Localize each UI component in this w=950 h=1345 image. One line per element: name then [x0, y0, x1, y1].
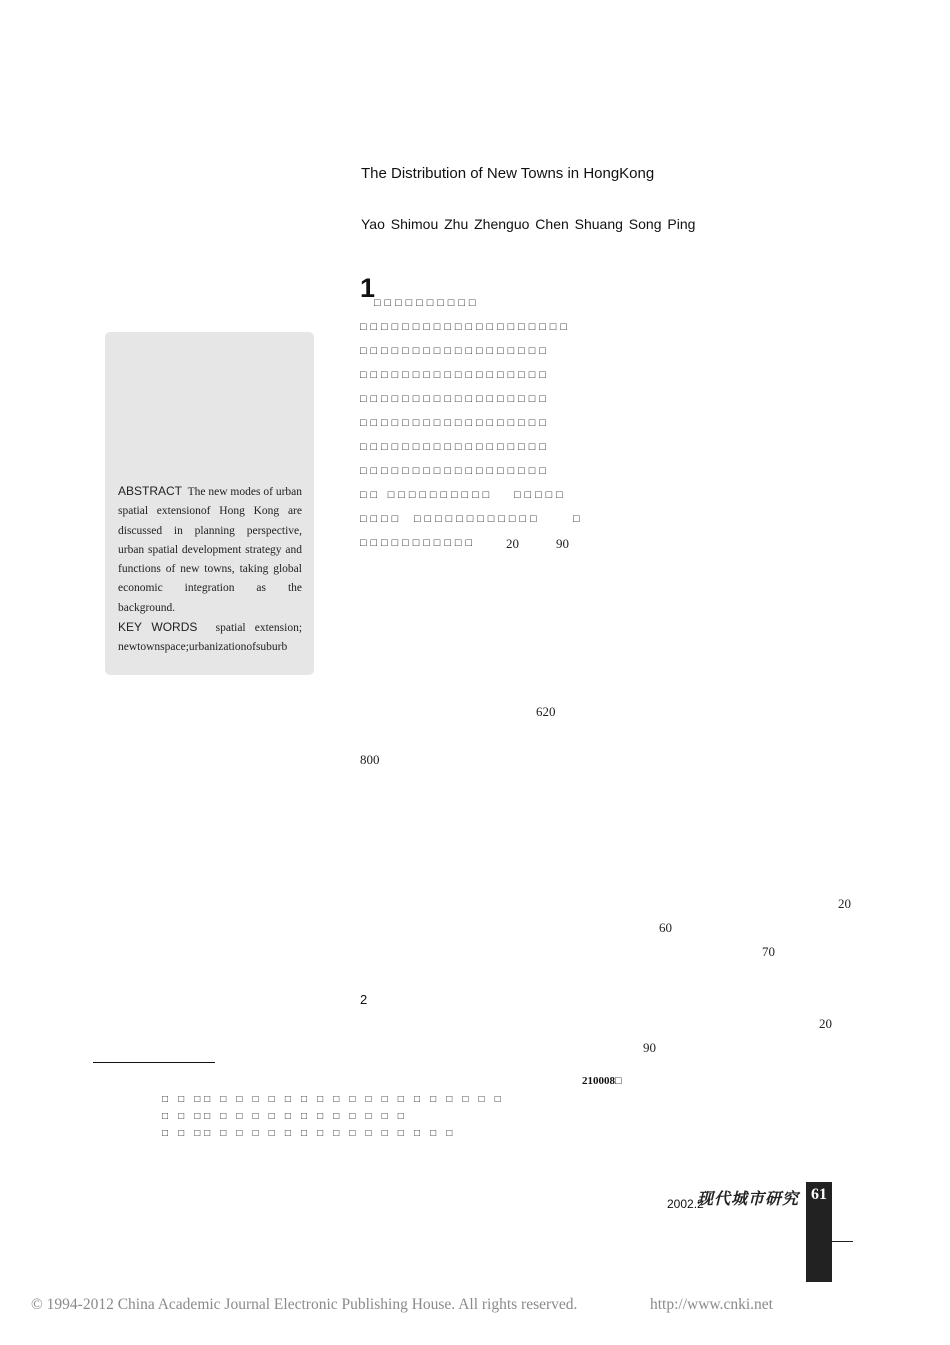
- journal-logo: 现代城市研究: [697, 1191, 800, 1208]
- section-1-line: □□□□□□□□□□□□□□□□□□: [360, 465, 550, 477]
- article-authors: Yao Shimou Zhu Zhenguo Chen Shuang Song Ping: [361, 216, 696, 232]
- section-1-line: □□□□: [360, 513, 403, 525]
- section-1-line: □□□□□□□□□□□: [360, 537, 476, 549]
- text-fragment: □: [573, 513, 584, 525]
- number-fragment: 20: [838, 896, 851, 911]
- keywords-label: KEY WORDS: [118, 620, 198, 635]
- number-fragment: 620: [536, 704, 556, 719]
- number-fragment: 20: [506, 536, 519, 551]
- abstract-body: The new modes of urban spatial extensionof Hong Kong are discussed in planning perspective, urban spatial development strategy and functions of new towns, taking global economic integration as the background.: [118, 486, 303, 614]
- text-fragment: □□□□□: [514, 489, 567, 501]
- postcode-mark: □: [615, 1075, 622, 1087]
- section-1-line: □□□□□□□□□□□□□□□□□□: [360, 393, 550, 405]
- section-1-line: □□□□□□□□□□□□□□□□□□□□: [360, 321, 571, 333]
- number-fragment: 800: [360, 752, 380, 767]
- section-1-number: 1: [360, 273, 376, 303]
- cnki-url: http://www.cnki.net: [650, 1296, 773, 1313]
- section-1-line: □□□□□□□□□□□□□□□□□□: [360, 369, 550, 381]
- section-1-line: □□ □□□□□□□□□□: [360, 489, 494, 501]
- number-fragment: 20: [819, 1016, 832, 1031]
- footnote-line: □ □ □□ □ □ □ □ □ □ □ □ □ □ □ □ □ □ □ □ □ □: [162, 1094, 505, 1105]
- section-1-line: □□□□□□□□□□□□□□□□□□: [360, 441, 550, 453]
- footnote-divider: [93, 1062, 215, 1063]
- number-fragment: 70: [762, 944, 775, 959]
- copyright-notice: © 1994-2012 China Academic Journal Electronic Publishing House. All rights reserved.: [31, 1296, 578, 1313]
- abstract-text-block: [118, 482, 302, 658]
- issue-number: 2002.2: [667, 1197, 704, 1211]
- page-number: 61: [811, 1186, 827, 1203]
- postcode-number: 210008: [582, 1075, 615, 1087]
- section-2-number: 2: [360, 992, 368, 1007]
- number-fragment: 90: [556, 536, 569, 551]
- keywords-body: spatial extension; newtownspace;urbanizationofsuburb: [118, 622, 303, 654]
- footnote-line: □ □ □□ □ □ □ □ □ □ □ □ □ □ □ □: [162, 1111, 408, 1122]
- article-title: The Distribution of New Towns in HongKong: [361, 165, 655, 182]
- page-tab-rule: [832, 1241, 853, 1242]
- number-fragment: 90: [643, 1040, 656, 1055]
- postcode: [582, 1075, 622, 1087]
- footnote-line: □ □ □□ □ □ □ □ □ □ □ □ □ □ □ □ □ □ □: [162, 1128, 457, 1139]
- text-fragment: □□□□□□□□□□□□: [414, 513, 541, 525]
- section-1-line: □□□□□□□□□□□□□□□□□□: [360, 345, 550, 357]
- abstract-label: ABSTRACT: [118, 484, 183, 498]
- section-1-line: □□□□□□□□□□: [374, 297, 480, 309]
- number-fragment: 60: [659, 920, 672, 935]
- section-1-line: □□□□□□□□□□□□□□□□□□: [360, 417, 550, 429]
